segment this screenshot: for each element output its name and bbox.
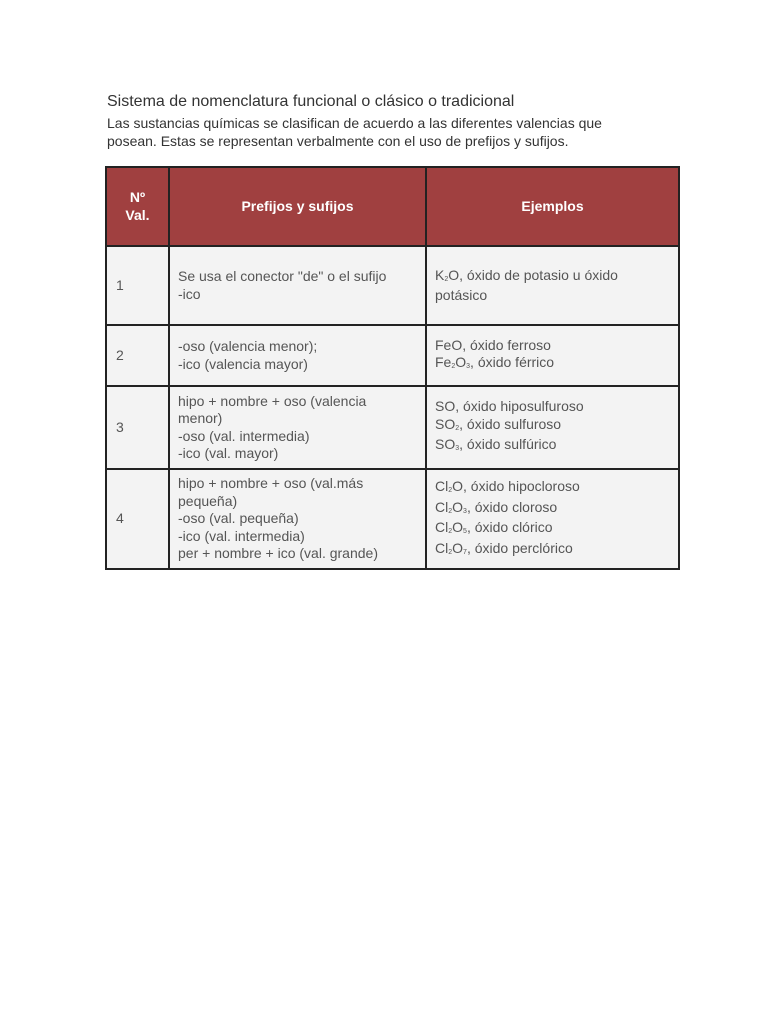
example-line [435, 416, 670, 437]
formula-subscript: 2 [455, 424, 460, 432]
example-text: SO [435, 415, 456, 432]
example-line [435, 436, 670, 457]
formula-subscript: 2 [448, 548, 453, 556]
table-row [106, 325, 679, 386]
example-text: , óxido perclórico [466, 539, 573, 556]
example-text: O [455, 354, 467, 370]
formula-subscript: 3 [466, 363, 471, 370]
prefix-suffix-line: pequeña) [178, 492, 238, 509]
prefix-suffix-line: -ico (valencia mayor) [178, 355, 308, 372]
header-num-label: Nº [129, 189, 146, 205]
nomenclature-table [105, 166, 680, 570]
formula-subscript: 3 [455, 445, 460, 453]
example-line [435, 337, 670, 355]
page-title: Sistema de nomenclatura funcional o clásico o tradicional [107, 93, 515, 110]
example-line [435, 499, 670, 520]
description-line: posean. Estas se representan verbalmente con el uso de prefijos y sufijos. [107, 133, 569, 149]
example-text: , óxido cloroso [466, 498, 558, 515]
example-line [435, 287, 670, 305]
prefix-suffix-cell [169, 386, 426, 469]
prefix-suffix-line: -ico (val. mayor) [178, 445, 279, 461]
prefix-suffix-line: -oso (val. pequeña) [178, 510, 299, 527]
header-prefijos: Prefijos y sufijos [169, 167, 426, 246]
example-line [435, 478, 670, 499]
prefix-suffix-line: menor) [178, 410, 223, 426]
example-text: Cl [435, 478, 449, 494]
example-text: Fe [435, 354, 452, 370]
example-text: , óxido sulfuroso [459, 415, 562, 432]
example-text: SO [435, 436, 456, 453]
table-row [106, 469, 679, 569]
example-text: , óxido clórico [466, 519, 553, 535]
prefix-suffix-line: -oso (valencia menor); [178, 338, 318, 354]
header-ejemplos: Ejemplos [426, 167, 679, 246]
prefix-suffix-line: per + nombre + ico (val. grande) [178, 545, 378, 562]
table-header-row [106, 167, 679, 246]
prefix-suffix-line: -oso (val. intermedia) [178, 427, 310, 444]
formula-subscript: 2 [444, 275, 449, 283]
formula-subscript: 5 [463, 528, 467, 535]
example-line [435, 354, 670, 375]
valence-number: 4 [106, 469, 169, 569]
example-text: , óxido sulfúrico [459, 436, 557, 453]
prefix-suffix-line: -ico (val. intermedia) [178, 527, 305, 544]
example-text: Cl [435, 498, 449, 515]
prefix-suffix-cell [169, 246, 426, 325]
header-val-label: Val. [125, 206, 150, 223]
description-line: Las sustancias químicas se clasifican de acuerdo a las diferentes valencias que [107, 115, 602, 131]
valence-number: 1 [106, 246, 169, 325]
table-body [106, 246, 679, 569]
example-text: SO, óxido hiposulfuroso [435, 398, 584, 415]
prefix-suffix-cell [169, 469, 426, 569]
table-row [106, 246, 679, 325]
prefix-suffix-line: hipo + nombre + oso (val.más [178, 475, 364, 492]
formula-subscript: 2 [448, 487, 453, 494]
formula-subscript: 7 [463, 548, 467, 556]
example-line [435, 519, 670, 540]
intro-section [107, 92, 687, 150]
example-text: O, óxido de potasio u óxido [448, 266, 618, 283]
table-row [106, 386, 679, 469]
example-text: Cl [435, 539, 449, 556]
example-text: potásico [435, 287, 488, 303]
formula-subscript: 2 [451, 363, 456, 370]
example-cell [426, 246, 679, 325]
valence-number: 2 [106, 325, 169, 386]
prefix-suffix-cell [169, 325, 426, 386]
example-text: O, óxido hipocloroso [452, 478, 580, 494]
example-text: O [452, 519, 464, 535]
example-text: FeO, óxido ferroso [435, 336, 551, 353]
formula-subscript: 3 [463, 507, 467, 515]
example-text: Cl [435, 519, 449, 535]
prefix-suffix-line: -ico [178, 285, 201, 302]
valence-number: 3 [106, 386, 169, 469]
example-line [435, 540, 670, 561]
description [107, 114, 687, 150]
example-cell [426, 469, 679, 569]
example-line [435, 267, 670, 288]
example-cell [426, 386, 679, 469]
formula-subscript: 2 [448, 507, 453, 515]
example-cell [426, 325, 679, 386]
prefix-suffix-line: Se usa el conector "de" o el sufijo [178, 268, 387, 284]
example-text: O [452, 498, 464, 515]
prefix-suffix-line: hipo + nombre + oso (valencia [178, 392, 367, 409]
header-num-val [106, 167, 169, 246]
example-text: , óxido férrico [470, 354, 555, 370]
example-text: K [435, 266, 445, 283]
formula-subscript: 2 [448, 528, 453, 535]
example-line [435, 398, 670, 416]
example-text: O [452, 539, 464, 556]
